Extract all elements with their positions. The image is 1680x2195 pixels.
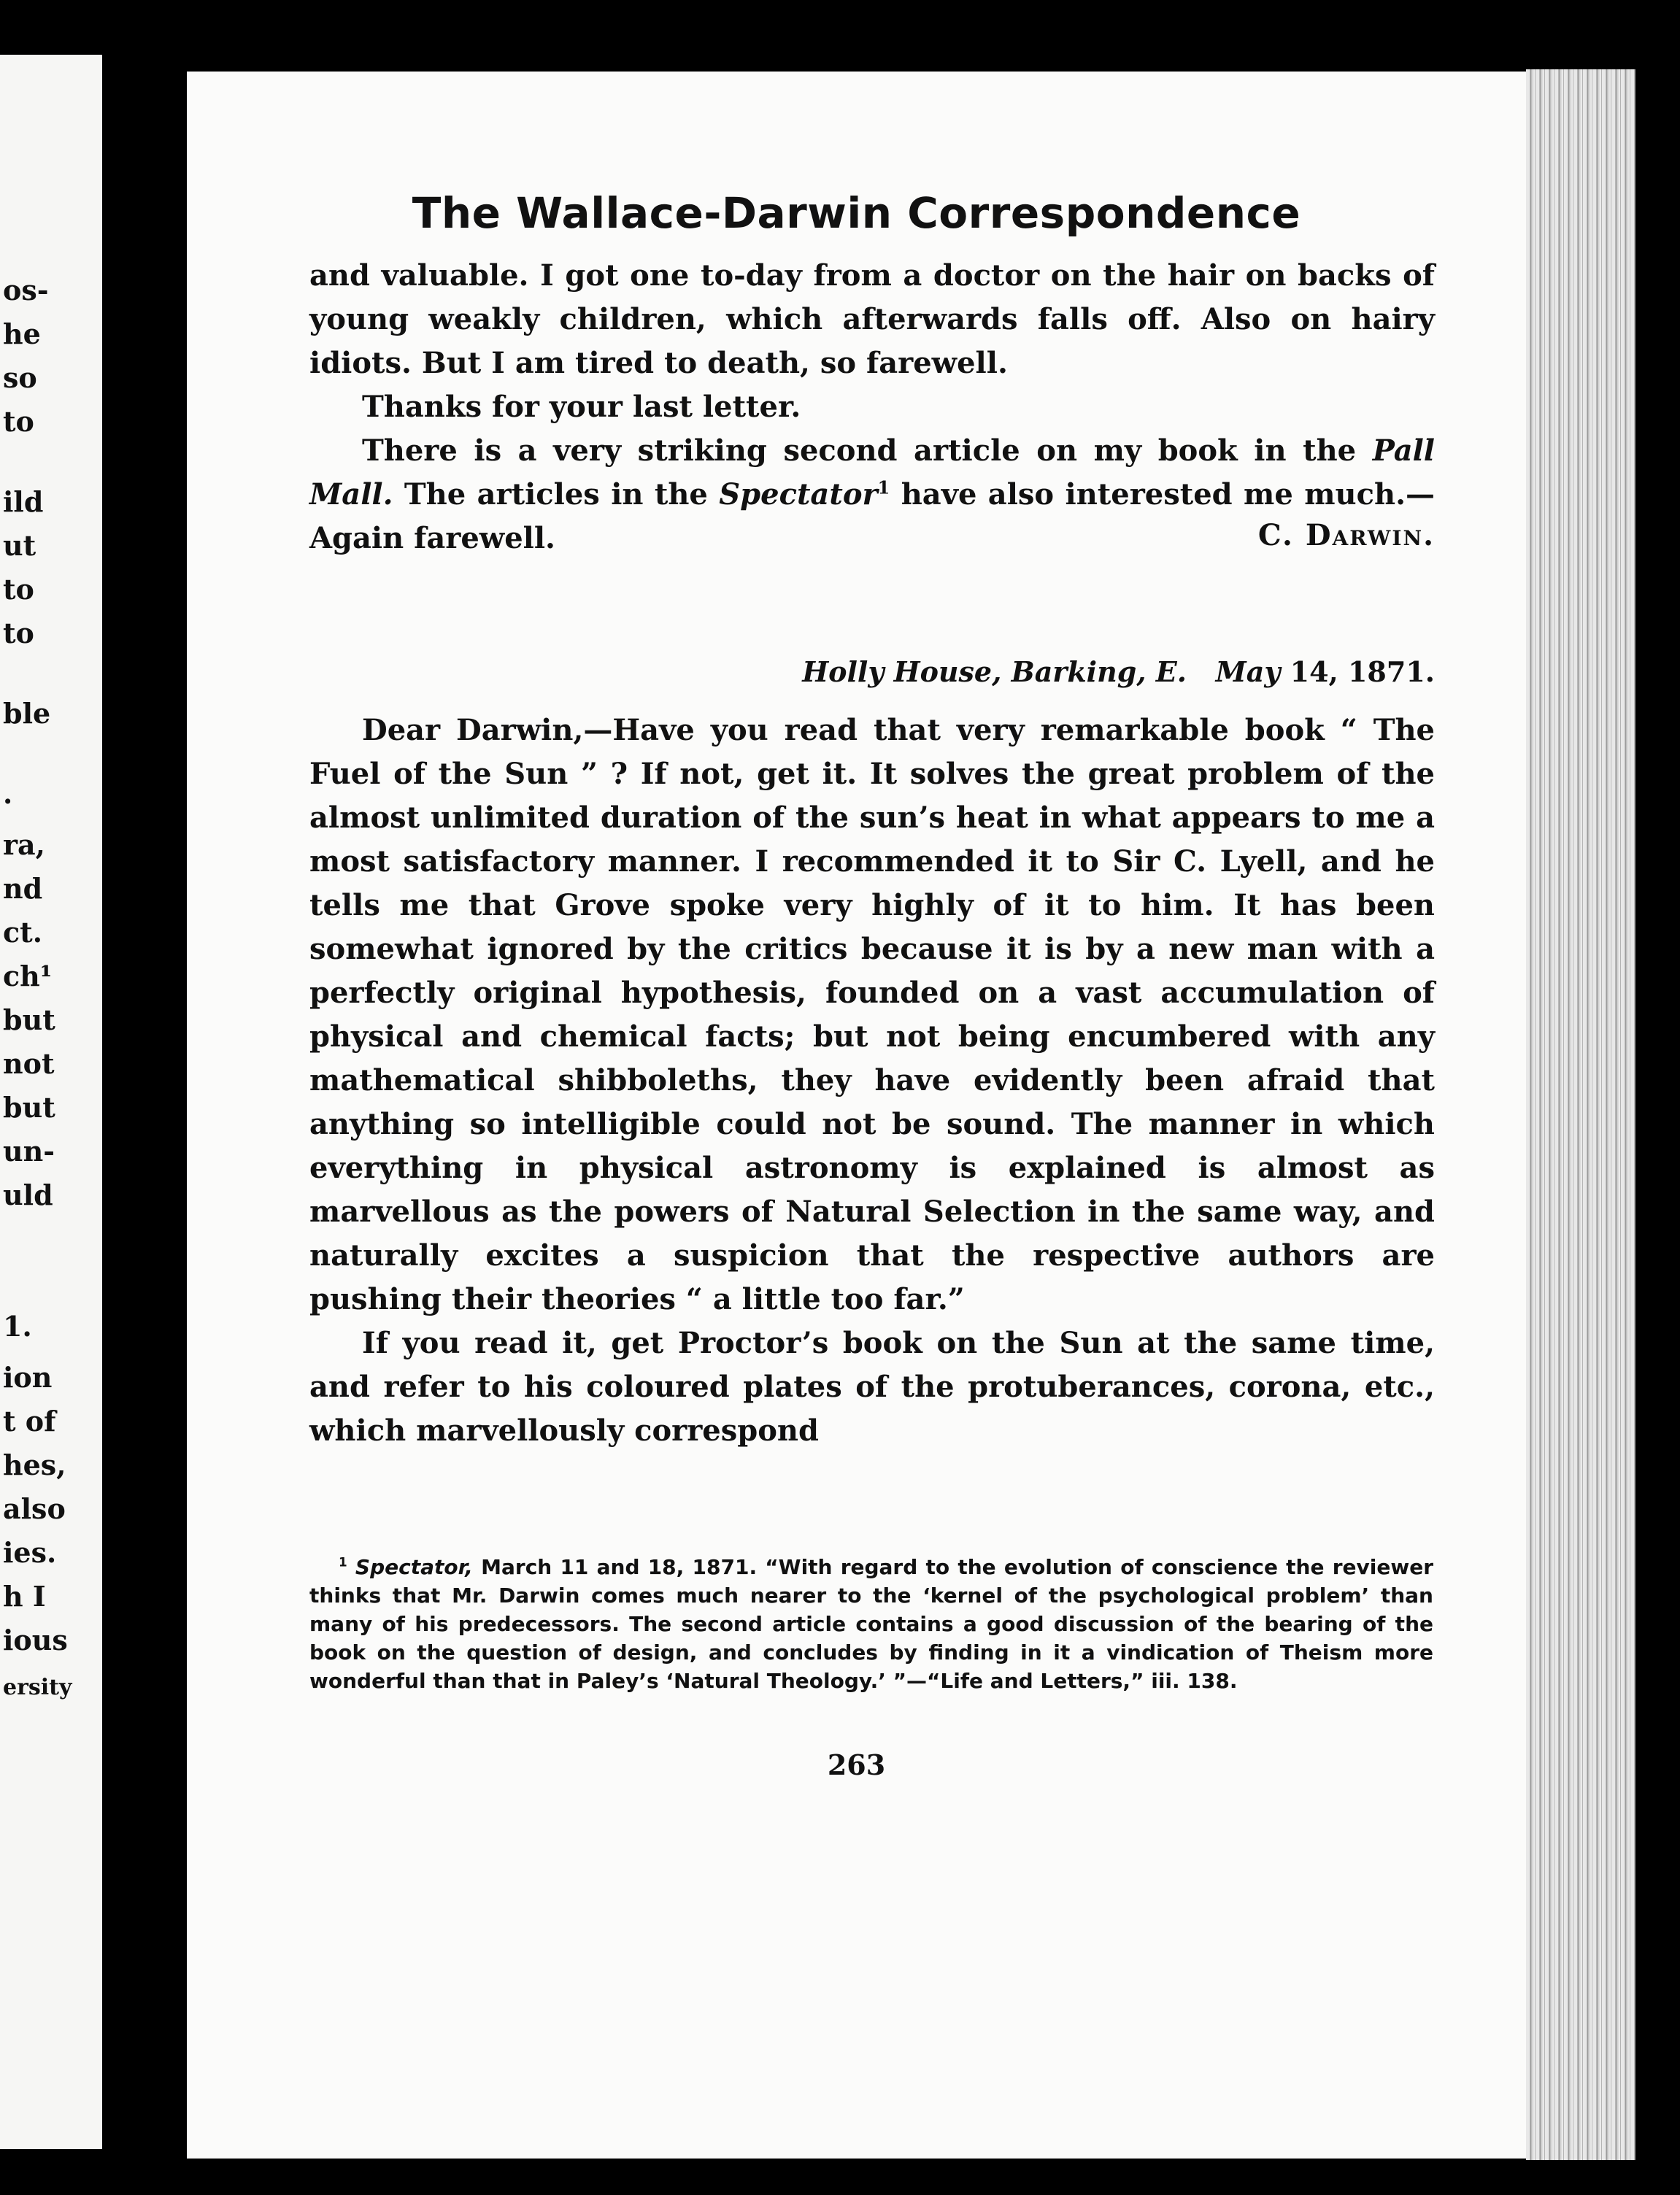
dateline-month: May	[1215, 655, 1281, 688]
text-run: have also interested me much.—Again farewell.	[309, 477, 1435, 555]
facing-page-fragment: .	[3, 777, 13, 810]
dateline-date: 14, 1871.	[1290, 655, 1435, 688]
facing-page-fragment: os-	[3, 274, 49, 306]
facing-page-fragment: not	[3, 1047, 55, 1080]
facing-page-fragment: to	[3, 405, 34, 438]
facing-page-fragment: but	[3, 1091, 55, 1124]
facing-page-fragment: ersity	[3, 1675, 72, 1700]
italic-title: Pall Mall.	[309, 433, 1435, 512]
footnote-source: Spectator,	[355, 1555, 473, 1579]
facing-page-fragment: ch¹	[3, 960, 53, 992]
page-edges	[1526, 69, 1635, 2160]
paragraph: If you read it, get Proctor’s book on the Sun at the same time, and refer to his coloured plates of the protuberances, corona, etc., which marvellously correspond	[309, 1326, 1435, 1448]
footnote-reference: 1	[877, 477, 890, 498]
facing-page-fragment: so	[3, 361, 37, 394]
facing-page-fragment: h I	[3, 1580, 46, 1613]
footnote	[309, 1553, 1433, 1695]
facing-page-fragment: to	[3, 573, 34, 606]
facing-page-fragment: ut	[3, 529, 36, 562]
facing-page	[0, 55, 102, 2149]
book-page	[187, 72, 1526, 2159]
facing-page-fragment: nd	[3, 872, 43, 905]
facing-page-fragment: ble	[3, 697, 51, 730]
text-run: There is a very striking second article on my book in the	[362, 433, 1373, 468]
facing-page-fragment: un-	[3, 1135, 55, 1168]
facing-page-fragment: ild	[3, 485, 44, 518]
letter-wallace	[309, 709, 1435, 1453]
facing-page-fragment: uld	[3, 1178, 53, 1211]
italic-title: Spectator	[719, 477, 878, 512]
footnote-mark: 1	[339, 1554, 347, 1570]
facing-page-fragment: but	[3, 1003, 55, 1036]
paragraph: Dear Darwin,—Have you read that very remarkable book “ The Fuel of the Sun ” ? If not, get it. It solves the great problem of the almost unlimited duration of the sun’s heat in what appears to me a most satisfactory manner. I recommended it to Sir C. Lyell, and he tells me that Grove spoke very highly of it to him. It has been somewhat ignored by the critics because it is by a new man with a perfectly original hypothesis, founded on a vast accumulation of physical and chemical facts; but not being encumbered with any mathematical shibboleths, they have evidently been afraid that anything so intelligible could not be sound. The manner in which everything in physical astronomy is explained is almost as marvellous as the powers of Natural Selection in the same way, and naturally excites a suspicion that the respective authors are pushing their theories “ a little too far.”	[309, 713, 1435, 1316]
facing-page-fragment: ra,	[3, 828, 45, 861]
letter-darwin	[309, 254, 1435, 560]
facing-page-fragment: ies.	[3, 1536, 57, 1569]
paragraph: and valuable. I got one to-day from a doctor on the hair on backs of young weakly children, which afterwards falls off. Also on hairy idiots. But I am tired to death, so farewell.	[309, 258, 1435, 380]
facing-page-fragment: hes,	[3, 1448, 66, 1481]
facing-page-fragment: 1.	[3, 1310, 32, 1343]
dateline	[309, 655, 1435, 688]
facing-page-fragment: ct.	[3, 916, 42, 949]
text-run: The articles in the	[393, 477, 720, 512]
signature: C. Darwin.	[1257, 518, 1435, 552]
page-number: 263	[827, 1748, 886, 1781]
dateline-place: Holly House, Barking, E.	[802, 655, 1187, 688]
facing-page-fragment: to	[3, 617, 34, 649]
paragraph: Thanks for your last letter.	[362, 390, 801, 424]
facing-page-fragment: also	[3, 1492, 66, 1525]
facing-page-fragment: ious	[3, 1624, 68, 1656]
facing-page-fragment: t of	[3, 1405, 56, 1438]
facing-page-fragment: ion	[3, 1361, 53, 1394]
running-head: The Wallace-Darwin Correspondence	[412, 188, 1301, 238]
footnote-text: March 11 and 18, 1871. “With regard to the evolution of conscience the reviewer thinks that Mr. Darwin comes much nearer to the ‘kernel of the psychological problem’ than many of his predecessors. The second article contains a good discussion of the bearing of the book on the question of design, and concludes by finding in it a vindication of Theism more wonderful than that in Paley’s ‘Natural Theology.’ ”—“Life and Letters,” iii. 138.	[309, 1555, 1433, 1693]
facing-page-fragment: he	[3, 317, 41, 350]
